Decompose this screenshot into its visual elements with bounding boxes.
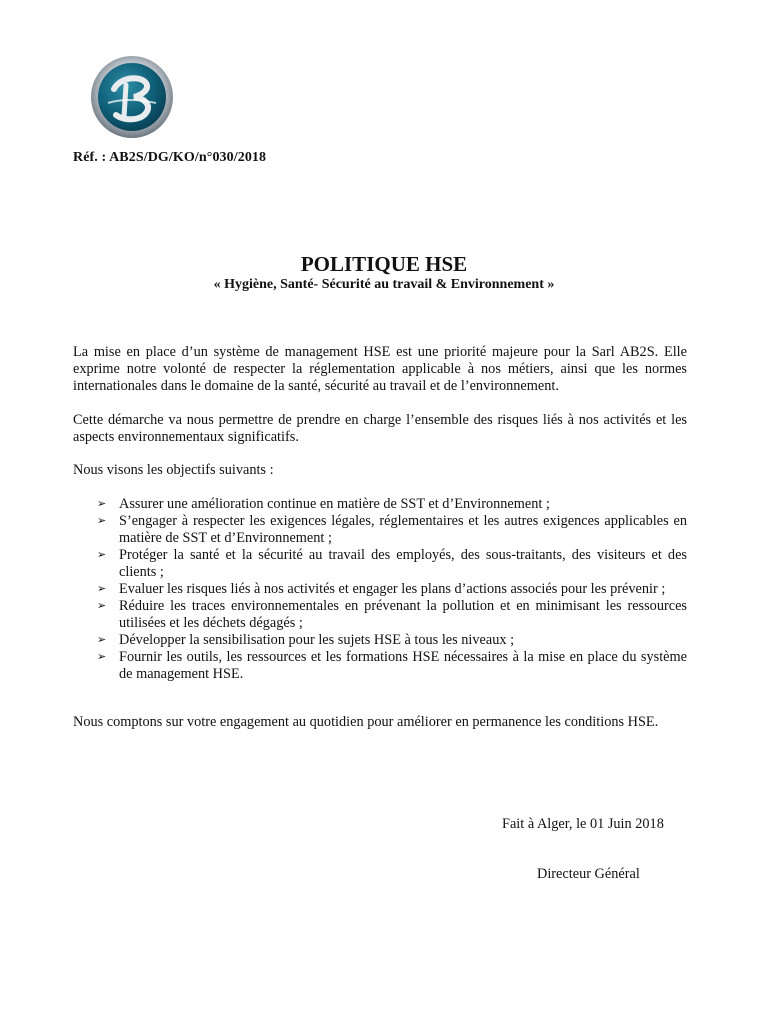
page-subtitle: « Hygiène, Santé- Sécurité au travail & Environnement » <box>213 277 555 292</box>
list-item <box>73 513 687 547</box>
objective-text: Evaluer les risques liés à nos activités et engager les plans d’actions associés pour les prévenir ; <box>119 581 666 597</box>
objectives-intro: Nous visons les objectifs suivants : <box>73 462 274 478</box>
arrow-bullet-icon: ➢ <box>97 634 107 646</box>
document-reference: Réf. : AB2S/DG/KO/n°030/2018 <box>73 150 267 165</box>
list-item <box>73 547 687 581</box>
list-item <box>73 649 687 683</box>
arrow-bullet-icon: ➢ <box>97 583 107 595</box>
arrow-bullet-icon: ➢ <box>97 515 107 527</box>
arrow-bullet-icon: ➢ <box>97 651 107 663</box>
objectives-list <box>73 496 687 683</box>
closing-paragraph: Nous comptons sur votre engagement au quotidien pour améliorer en permanence les conditions HSE. <box>73 714 659 730</box>
list-item <box>73 598 687 632</box>
list-item <box>73 632 687 649</box>
objective-text: S’engager à respecter les exigences légales, réglementaires et les autres exigences applicables en matière de SST et d’Environnement ; <box>119 513 687 546</box>
arrow-bullet-icon: ➢ <box>97 498 107 510</box>
objective-text: Réduire les traces environnementales en prévenant la pollution et en minimisant les ressources utilisées et les déchets dégagés ; <box>119 598 687 631</box>
objective-text: Fournir les outils, les ressources et les formations HSE nécessaires à la mise en place du système de management HSE. <box>119 649 687 682</box>
ab2s-logo-icon <box>90 55 174 139</box>
signatory-title: Directeur Général <box>537 866 640 882</box>
list-item <box>73 496 687 513</box>
arrow-bullet-icon: ➢ <box>97 600 107 612</box>
objective-text: Protéger la santé et la sécurité au travail des employés, des sous-traitants, des visiteurs et des clients ; <box>119 547 687 580</box>
company-logo <box>90 55 174 139</box>
list-item <box>73 581 687 598</box>
place-and-date: Fait à Alger, le 01 Juin 2018 <box>502 816 664 832</box>
approach-paragraph: Cette démarche va nous permettre de prendre en charge l’ensemble des risques liés à nos activités et les aspects environnementaux significatifs. <box>73 412 687 445</box>
objective-text: Assurer une amélioration continue en matière de SST et d’Environnement ; <box>119 496 550 512</box>
intro-paragraph: La mise en place d’un système de management HSE est une priorité majeure pour la Sarl AB2S. Elle exprime notre volonté de respecter la réglementation applicable à nos métiers, ainsi que les normes internationales dans le domaine de la santé, sécurité au travail et de l’environnement. <box>73 344 687 394</box>
objective-text: Développer la sensibilisation pour les sujets HSE à tous les niveaux ; <box>119 632 515 648</box>
page-title: POLITIQUE HSE <box>300 252 468 276</box>
arrow-bullet-icon: ➢ <box>97 549 107 561</box>
